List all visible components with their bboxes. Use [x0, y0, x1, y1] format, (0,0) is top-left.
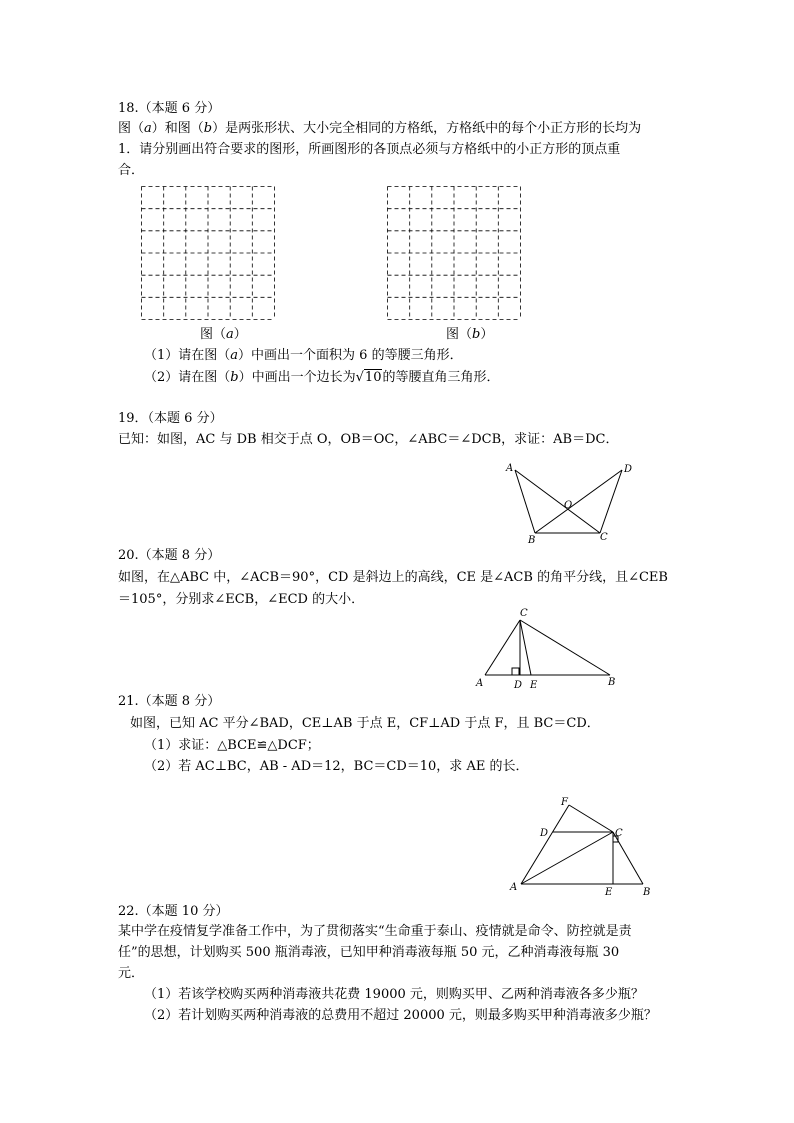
q21-sub2: （2）若 AC⊥BC，AB - AD＝12，BC＝CD＝10，求 AE 的长．	[144, 759, 529, 774]
right-angle-mark	[512, 668, 519, 675]
q19-seg-cd	[600, 470, 622, 533]
q21-seg-fc	[569, 805, 613, 832]
q21-label-f: F	[561, 797, 568, 808]
q19-text: 已知：如图，AC 与 DB 相交于点 O，OB＝OC，∠ABC＝∠DCB，求证：AB＝DC．	[118, 432, 619, 447]
fig-b-label: 图（b）	[446, 327, 494, 342]
q19-seg-ab	[515, 470, 535, 533]
q18-line2: 1．请分别画出符合要求的图形，所画图形的各顶点必须与方格纸中的小正方形的顶点重	[118, 142, 621, 157]
q20-header: 20.（本题 8 分）	[118, 548, 221, 563]
q21-label-e: E	[605, 887, 613, 898]
q22-line3: 元．	[118, 966, 145, 981]
q21-label-c: C	[615, 828, 623, 839]
q20-line2: ＝105°，分别求∠ECB，∠ECD 的大小．	[118, 592, 365, 607]
q19-label-a: A	[506, 463, 514, 474]
q22-sub2: （2）若计划购买两种消毒液的总费用不超过 20000 元，则最多购买甲种消毒液多少瓶？	[144, 1008, 657, 1023]
q21-seg-ac	[521, 832, 613, 884]
q20-label-e: E	[530, 680, 538, 690]
q20-seg-ac	[485, 620, 520, 675]
q20-seg-ce	[520, 620, 531, 675]
q21-label-d: D	[540, 828, 549, 839]
q20-line1: 如图，在△ABC 中，∠ACB＝90°，CD 是斜边上的高线，CE 是∠ACB 的角平分线，且∠CEB	[118, 570, 668, 585]
q21-line1: 如图，已知 AC 平分∠BAD，CE⊥AB 于点 E，CF⊥AD 于点 F，且 BC＝CD．	[130, 716, 600, 731]
q19-seg-ac	[515, 470, 600, 533]
q21-label-a: A	[510, 882, 518, 893]
q19-label-d: D	[624, 464, 633, 475]
q21-label-b: B	[643, 887, 651, 898]
q18-sub2: （2）请在图（b）中画出一个边长为√10的等腰直角三角形．	[144, 370, 500, 385]
q18-line3: 合．	[118, 163, 145, 178]
q20-label-c: C	[520, 608, 528, 619]
q18-line1: 图（a）和图（b）是两张形状、大小完全相同的方格纸，方格纸中的每个小正方形的长均为	[118, 121, 642, 136]
q21-sub1: （1）求证：△BCE≌△DCF；	[144, 738, 320, 753]
q21-figure	[505, 792, 655, 898]
grid-a	[141, 186, 277, 322]
fig-a-label: 图（a）	[200, 327, 247, 342]
q19-seg-db	[535, 470, 622, 533]
q21-header: 21.（本题 8 分）	[118, 694, 221, 709]
q18-sub1: （1）请在图（a）中画出一个面积为 6 的等腰三角形．	[144, 348, 463, 363]
q20-label-a: A	[476, 678, 484, 689]
q21-seg-af	[521, 805, 569, 884]
q20-seg-cb	[520, 620, 610, 675]
q20-label-b: B	[608, 677, 616, 688]
q22-line1: 某中学在疫情复学准备工作中，为了贯彻落实“生命重于泰山、疫情就是命令、防控就是责	[118, 924, 632, 939]
sqrt-symbol: √10	[355, 370, 382, 385]
q19-figure	[500, 458, 645, 546]
q20-figure	[470, 608, 620, 690]
q22-sub1: （1）若该学校购买两种消毒液共花费 19000 元，则购买甲、乙两种消毒液各多少瓶？	[144, 987, 644, 1002]
grid-b	[387, 186, 523, 322]
q19-label-c: C	[600, 532, 608, 543]
q19-label-b: B	[528, 535, 536, 546]
q18-header: 18.（本题 6 分）	[118, 101, 221, 116]
q22-line2: 任”的思想，计划购买 500 瓶消毒液，已知甲种消毒液每瓶 50 元，乙种消毒液每瓶 30	[118, 945, 620, 960]
q22-header: 22.（本题 10 分）	[118, 904, 229, 919]
q19-label-o: O	[564, 500, 573, 511]
q20-label-d: D	[514, 680, 523, 690]
q19-header: 19．（本题 6 分）	[118, 411, 223, 426]
